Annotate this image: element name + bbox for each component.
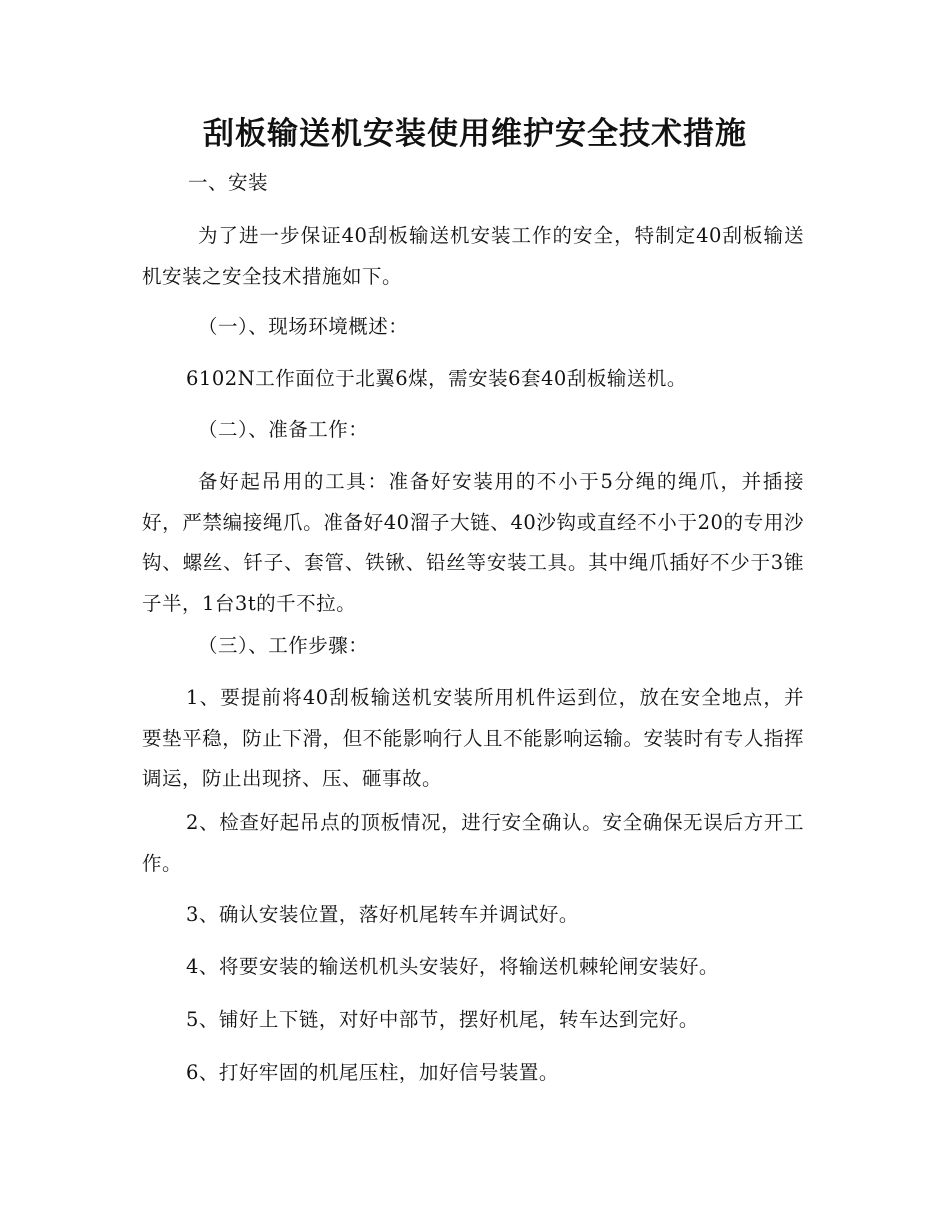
section-heading-install: 一、安装 [188,171,269,194]
subheading-site-overview: （一）、现场环境概述： [198,315,409,338]
step-6: 6、打好牢固的机尾压柱，加好信号装置。 [186,1061,559,1084]
preparation-text: 备好起吊用的工具：准备好安装用的不小于5分绳的绳爪，并插接好，严禁编接绳爪。准备好40溜子大链、40沙钩或直经不小于20的专用沙钩、螺丝、钎子、套管、铁锹、铅丝等安装工具。其中绳爪插好不少于3锥子半，1台3t的千不拉。 [142,470,804,615]
site-overview-text: 6102N工作面位于北翼6煤，需安装6套40刮板输送机。 [186,367,687,390]
intro-paragraph: 为了进一步保证40刮板输送机安装工作的安全，特制定40刮板输送机安装之安全技术措施如下。 [142,224,804,288]
step-4: 4、将要安装的输送机机头安装好，将输送机棘轮闸安装好。 [186,955,719,978]
subheading-preparation: （二）、准备工作： [198,418,369,441]
step-2: 2、检查好起吊点的顶板情况，进行安全确认。安全确保无误后方开工作。 [142,811,804,875]
step-5: 5、铺好上下链，对好中部节，摆好机尾，转车达到完好。 [186,1008,699,1031]
subheading-work-steps: （三）、工作步骤： [198,634,369,657]
step-1: 1、要提前将40刮板输送机安装所用机件运到位，放在安全地点，并要垫平稳，防止下滑，但不能影响行人且不能影响运输。安装时有专人指挥调运，防止出现挤、压、砸事故。 [142,686,804,791]
document-title: 刮板输送机安装使用维护安全技术措施 [203,116,747,152]
step-3: 3、确认安装位置，落好机尾转车并调试好。 [186,903,579,926]
